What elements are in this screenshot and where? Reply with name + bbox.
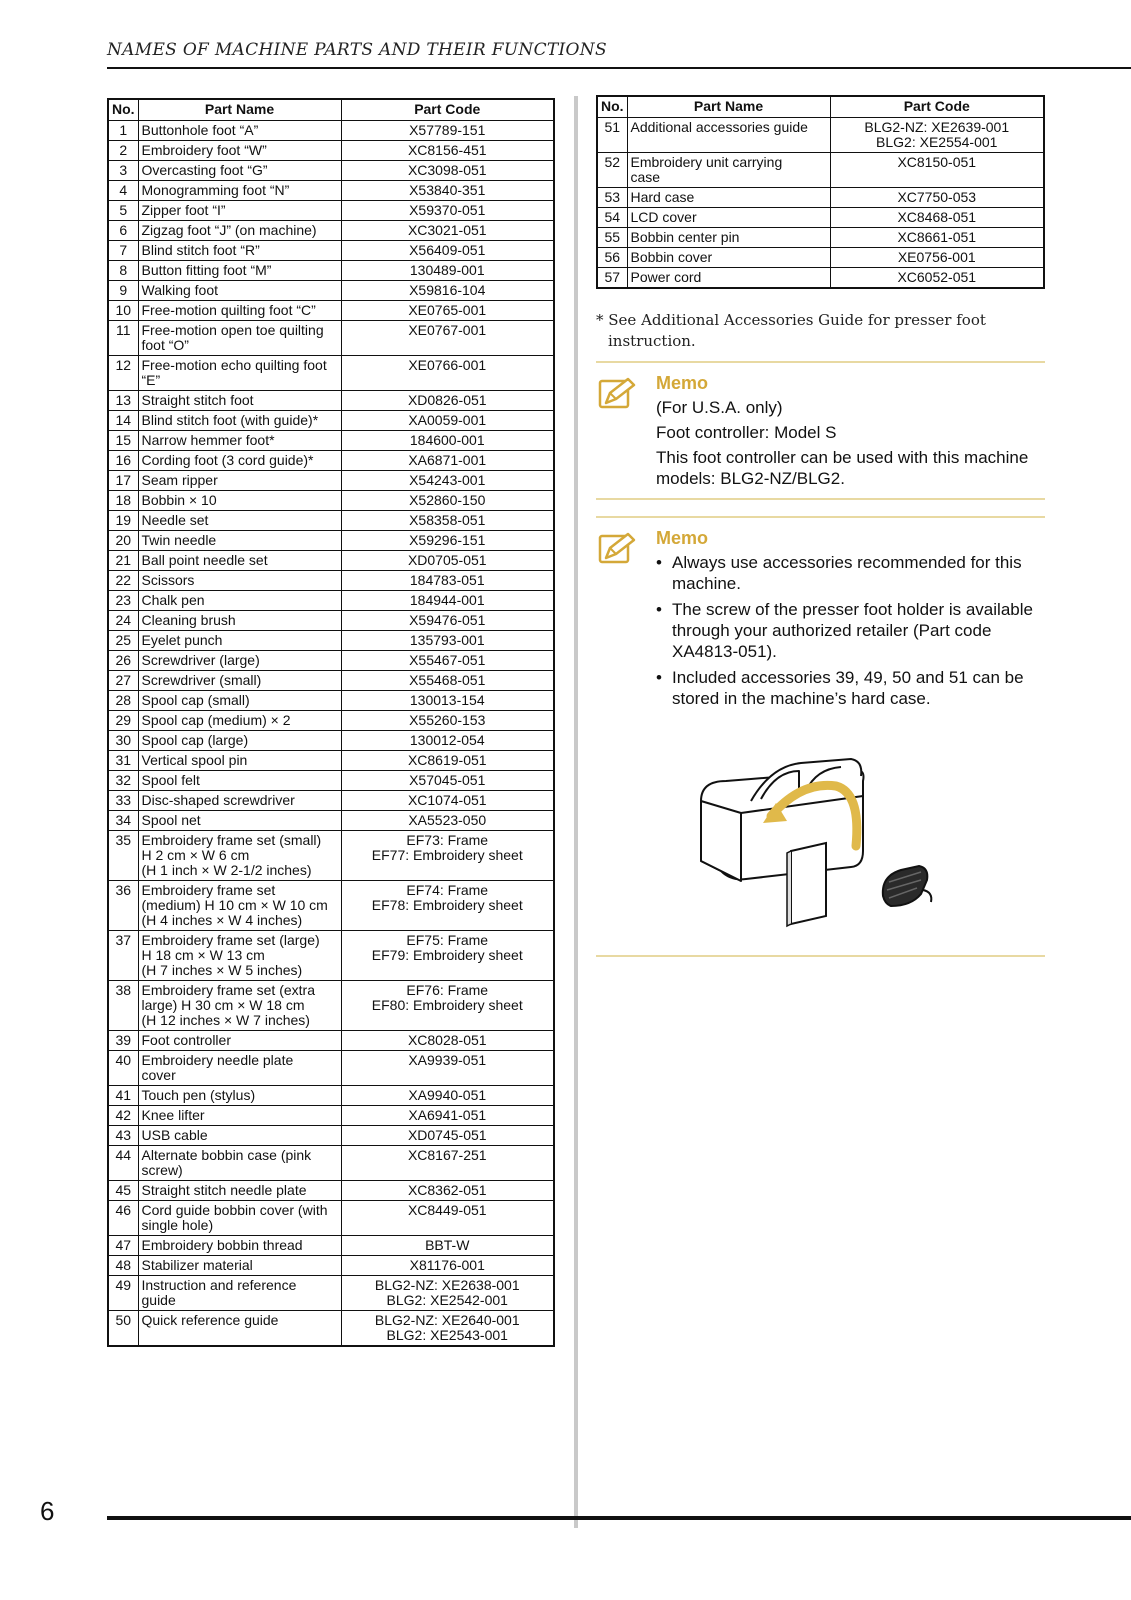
part-code-cell: XC7750-053: [830, 188, 1044, 208]
table-row: [108, 431, 554, 451]
part-name-cell: Embroidery frame set (small) H 2 cm × W 6 cm (H 1 inch × W 2-1/2 inches): [138, 831, 341, 881]
part-code-cell: XC8362-051: [341, 1181, 554, 1201]
part-number-cell: 20: [108, 531, 138, 551]
table-row: [108, 181, 554, 201]
part-number-cell: 49: [108, 1276, 138, 1311]
table-row: [108, 711, 554, 731]
part-name-cell: Embroidery bobbin thread: [138, 1236, 341, 1256]
part-number-cell: 11: [108, 321, 138, 356]
table-row: [108, 771, 554, 791]
part-code-cell: XC8619-051: [341, 751, 554, 771]
table-row: [108, 1126, 554, 1146]
part-number-cell: 7: [108, 241, 138, 261]
part-number-cell: 35: [108, 831, 138, 881]
part-code-cell: XC8156-451: [341, 141, 554, 161]
part-number-cell: 23: [108, 591, 138, 611]
part-code-cell: EF73: Frame EF77: Embroidery sheet: [341, 831, 554, 881]
header-rule: [107, 67, 1131, 69]
part-name-cell: Bobbin × 10: [138, 491, 341, 511]
table-row: [108, 301, 554, 321]
part-name-cell: USB cable: [138, 1126, 341, 1146]
part-code-cell: 130012-054: [341, 731, 554, 751]
part-code-cell: XD0826-051: [341, 391, 554, 411]
table-row: [597, 153, 1044, 188]
part-number-cell: 38: [108, 981, 138, 1031]
part-number-cell: 45: [108, 1181, 138, 1201]
part-name-cell: Monogramming foot “N”: [138, 181, 341, 201]
table-row: [108, 591, 554, 611]
table-row: [597, 208, 1044, 228]
part-name-cell: Instruction and reference guide: [138, 1276, 341, 1311]
part-code-cell: XC1074-051: [341, 791, 554, 811]
table-row: [108, 791, 554, 811]
table-row: [597, 188, 1044, 208]
table-row: [108, 1256, 554, 1276]
memo-pencil-icon: [598, 532, 638, 566]
part-number-cell: 10: [108, 301, 138, 321]
memo-box-1: [596, 361, 1045, 503]
part-name-cell: Seam ripper: [138, 471, 341, 491]
part-number-cell: 39: [108, 1031, 138, 1051]
part-code-cell: X59296-151: [341, 531, 554, 551]
part-name-cell: Embroidery needle plate cover: [138, 1051, 341, 1086]
table-row: [108, 671, 554, 691]
part-number-cell: 46: [108, 1201, 138, 1236]
memo-title: Memo: [656, 373, 709, 393]
memo-body: [656, 552, 1041, 714]
table-row: [108, 391, 554, 411]
memo-title: Memo: [656, 528, 709, 548]
part-code-cell: X59370-051: [341, 201, 554, 221]
table-row: [108, 451, 554, 471]
part-number-cell: 15: [108, 431, 138, 451]
part-code-cell: XD0705-051: [341, 551, 554, 571]
part-name-cell: Screwdriver (large): [138, 651, 341, 671]
part-name-cell: Straight stitch foot: [138, 391, 341, 411]
part-code-cell: X55260-153: [341, 711, 554, 731]
part-name-cell: Zipper foot “I”: [138, 201, 341, 221]
part-number-cell: 51: [597, 118, 627, 153]
part-code-cell: XC8661-051: [830, 228, 1044, 248]
part-name-cell: Bobbin center pin: [627, 228, 830, 248]
memo-bullet: • Included accessories 39, 49, 50 and 51 can be stored in the machine’s hard case.: [656, 667, 1041, 709]
part-number-cell: 12: [108, 356, 138, 391]
memo-body: [656, 397, 1041, 493]
table-row: [597, 228, 1044, 248]
part-name-cell: Overcasting foot “G”: [138, 161, 341, 181]
table-row: [108, 611, 554, 631]
table-row: [108, 981, 554, 1031]
part-code-cell: X56409-051: [341, 241, 554, 261]
part-code-cell: X52860-150: [341, 491, 554, 511]
part-name-cell: Foot controller: [138, 1031, 341, 1051]
part-number-cell: 34: [108, 811, 138, 831]
table-row: [108, 751, 554, 771]
table-row: [108, 1051, 554, 1086]
part-number-cell: 19: [108, 511, 138, 531]
part-name-cell: Knee lifter: [138, 1106, 341, 1126]
part-number-cell: 27: [108, 671, 138, 691]
footnote: * See Additional Accessories Guide for presser foot instruction.: [596, 311, 986, 350]
memo-bottom-rule: [596, 955, 1045, 957]
memo-top-rule: [596, 516, 1045, 518]
table-header-row: [597, 96, 1044, 118]
column-header-part-code: Part Code: [830, 96, 1044, 118]
part-number-cell: 28: [108, 691, 138, 711]
memo-line: This foot controller can be used with this machine models: BLG2-NZ/BLG2.: [656, 448, 1029, 488]
part-name-cell: Spool cap (large): [138, 731, 341, 751]
table-row: [108, 811, 554, 831]
part-code-cell: XE0767-001: [341, 321, 554, 356]
part-code-cell: EF75: Frame EF79: Embroidery sheet: [341, 931, 554, 981]
memo-bullet: • Always use accessories recommended for this machine.: [656, 552, 1041, 594]
part-name-cell: Eyelet punch: [138, 631, 341, 651]
part-name-cell: Hard case: [627, 188, 830, 208]
table-row: [597, 118, 1044, 153]
part-code-cell: XC6052-051: [830, 268, 1044, 289]
part-name-cell: Free-motion quilting foot “C”: [138, 301, 341, 321]
memo-box-2: [596, 516, 1045, 961]
part-number-cell: 22: [108, 571, 138, 591]
table-row: [108, 1201, 554, 1236]
part-code-cell: XA5523-050: [341, 811, 554, 831]
part-number-cell: 6: [108, 221, 138, 241]
column-header-part-name: Part Name: [138, 99, 341, 121]
part-name-cell: Embroidery frame set (large) H 18 cm × W 13 cm (H 7 inches × W 5 inches): [138, 931, 341, 981]
part-code-cell: XA9940-051: [341, 1086, 554, 1106]
memo-top-rule: [596, 361, 1045, 363]
part-number-cell: 30: [108, 731, 138, 751]
part-name-cell: Scissors: [138, 571, 341, 591]
part-name-cell: Bobbin cover: [627, 248, 830, 268]
column-header-part-name: Part Name: [627, 96, 830, 118]
part-number-cell: 52: [597, 153, 627, 188]
table-row: [108, 651, 554, 671]
part-number-cell: 33: [108, 791, 138, 811]
table-row: [108, 551, 554, 571]
part-code-cell: XE0765-001: [341, 301, 554, 321]
table-row: [108, 931, 554, 981]
part-code-cell: XE0756-001: [830, 248, 1044, 268]
table-row: [108, 281, 554, 301]
part-number-cell: 55: [597, 228, 627, 248]
part-name-cell: Buttonhole foot “A”: [138, 121, 341, 141]
part-code-cell: X81176-001: [341, 1256, 554, 1276]
part-name-cell: Embroidery frame set (medium) H 10 cm × W 10 cm (H 4 inches × W 4 inches): [138, 881, 341, 931]
part-name-cell: Embroidery unit carrying case: [627, 153, 830, 188]
part-code-cell: BBT-W: [341, 1236, 554, 1256]
part-code-cell: XC8150-051: [830, 153, 1044, 188]
part-number-cell: 54: [597, 208, 627, 228]
part-code-cell: X53840-351: [341, 181, 554, 201]
table-row: [108, 1086, 554, 1106]
part-name-cell: Touch pen (stylus): [138, 1086, 341, 1106]
part-name-cell: Blind stitch foot (with guide)*: [138, 411, 341, 431]
table-row: [108, 531, 554, 551]
column-header-no: No.: [597, 96, 627, 118]
part-code-cell: X55468-051: [341, 671, 554, 691]
part-code-cell: X57789-151: [341, 121, 554, 141]
table-row: [108, 511, 554, 531]
part-name-cell: Walking foot: [138, 281, 341, 301]
table-row: [108, 121, 554, 141]
table-row: [108, 731, 554, 751]
part-name-cell: Zigzag foot “J” (on machine): [138, 221, 341, 241]
part-name-cell: Spool net: [138, 811, 341, 831]
part-code-cell: XC8167-251: [341, 1146, 554, 1181]
memo-pencil-icon: [598, 377, 638, 411]
part-name-cell: Embroidery frame set (extra large) H 30 cm × W 18 cm (H 12 inches × W 7 inches): [138, 981, 341, 1031]
part-code-cell: XA0059-001: [341, 411, 554, 431]
part-number-cell: 40: [108, 1051, 138, 1086]
part-code-cell: XC8028-051: [341, 1031, 554, 1051]
part-code-cell: XC8468-051: [830, 208, 1044, 228]
table-row: [108, 831, 554, 881]
part-name-cell: Embroidery foot “W”: [138, 141, 341, 161]
table-row: [108, 321, 554, 356]
part-code-cell: 184944-001: [341, 591, 554, 611]
part-name-cell: Cording foot (3 cord guide)*: [138, 451, 341, 471]
part-number-cell: 13: [108, 391, 138, 411]
column-header-no: No.: [108, 99, 138, 121]
part-code-cell: BLG2-NZ: XE2639-001 BLG2: XE2554-001: [830, 118, 1044, 153]
part-number-cell: 17: [108, 471, 138, 491]
table-row: [108, 1181, 554, 1201]
memo-line: Foot controller: Model S: [656, 423, 837, 442]
part-code-cell: X59476-051: [341, 611, 554, 631]
table-row: [108, 356, 554, 391]
table-row: [597, 268, 1044, 289]
memo-line: (For U.S.A. only): [656, 398, 783, 417]
part-code-cell: BLG2-NZ: XE2638-001 BLG2: XE2542-001: [341, 1276, 554, 1311]
part-code-cell: XC3021-051: [341, 221, 554, 241]
table-row: [108, 241, 554, 261]
footer-rule: [107, 1516, 1131, 1520]
part-code-cell: XA9939-051: [341, 1051, 554, 1086]
table-row: [108, 1106, 554, 1126]
hard-case-illustration: [691, 741, 951, 941]
part-name-cell: Chalk pen: [138, 591, 341, 611]
part-number-cell: 43: [108, 1126, 138, 1146]
part-code-cell: BLG2-NZ: XE2640-001 BLG2: XE2543-001: [341, 1311, 554, 1347]
part-code-cell: 130489-001: [341, 261, 554, 281]
part-number-cell: 56: [597, 248, 627, 268]
table-row: [108, 571, 554, 591]
part-name-cell: Screwdriver (small): [138, 671, 341, 691]
part-name-cell: Disc-shaped screwdriver: [138, 791, 341, 811]
part-code-cell: XA6871-001: [341, 451, 554, 471]
part-code-cell: X57045-051: [341, 771, 554, 791]
column-divider: [574, 96, 578, 1528]
part-code-cell: X55467-051: [341, 651, 554, 671]
part-number-cell: 25: [108, 631, 138, 651]
part-name-cell: Narrow hemmer foot*: [138, 431, 341, 451]
part-code-cell: XC3098-051: [341, 161, 554, 181]
part-code-cell: XA6941-051: [341, 1106, 554, 1126]
part-name-cell: Cleaning brush: [138, 611, 341, 631]
part-number-cell: 48: [108, 1256, 138, 1276]
memo-bottom-rule: [596, 498, 1045, 500]
part-number-cell: 29: [108, 711, 138, 731]
table-row: [108, 141, 554, 161]
table-row: [108, 631, 554, 651]
column-header-part-code: Part Code: [341, 99, 554, 121]
memo-bullet-list: [656, 552, 1041, 709]
part-number-cell: 42: [108, 1106, 138, 1126]
part-number-cell: 26: [108, 651, 138, 671]
part-number-cell: 14: [108, 411, 138, 431]
part-code-cell: XD0745-051: [341, 1126, 554, 1146]
part-name-cell: Stabilizer material: [138, 1256, 341, 1276]
part-number-cell: 32: [108, 771, 138, 791]
part-name-cell: Spool felt: [138, 771, 341, 791]
table-row: [108, 1146, 554, 1181]
part-name-cell: Blind stitch foot “R”: [138, 241, 341, 261]
part-number-cell: 18: [108, 491, 138, 511]
part-number-cell: 4: [108, 181, 138, 201]
part-code-cell: XC8449-051: [341, 1201, 554, 1236]
part-number-cell: 53: [597, 188, 627, 208]
part-name-cell: Ball point needle set: [138, 551, 341, 571]
part-number-cell: 1: [108, 121, 138, 141]
table-row: [108, 201, 554, 221]
part-code-cell: X58358-051: [341, 511, 554, 531]
part-number-cell: 47: [108, 1236, 138, 1256]
part-number-cell: 2: [108, 141, 138, 161]
part-name-cell: Vertical spool pin: [138, 751, 341, 771]
part-number-cell: 50: [108, 1311, 138, 1347]
table-row: [108, 691, 554, 711]
part-code-cell: XE0766-001: [341, 356, 554, 391]
part-name-cell: Button fitting foot “M”: [138, 261, 341, 281]
part-number-cell: 31: [108, 751, 138, 771]
part-code-cell: X54243-001: [341, 471, 554, 491]
part-code-cell: EF74: Frame EF78: Embroidery sheet: [341, 881, 554, 931]
part-name-cell: Alternate bobbin case (pink screw): [138, 1146, 341, 1181]
table-row: [108, 1276, 554, 1311]
table-header-row: [108, 99, 554, 121]
parts-table-left: [107, 98, 555, 1347]
part-number-cell: 5: [108, 201, 138, 221]
table-row: [108, 881, 554, 931]
part-name-cell: Free-motion echo quilting foot “E”: [138, 356, 341, 391]
part-code-cell: 135793-001: [341, 631, 554, 651]
table-row: [108, 1236, 554, 1256]
part-name-cell: Cord guide bobbin cover (with single hole): [138, 1201, 341, 1236]
part-number-cell: 8: [108, 261, 138, 281]
table-row: [108, 261, 554, 281]
part-number-cell: 57: [597, 268, 627, 289]
table-row: [597, 248, 1044, 268]
table-row: [108, 161, 554, 181]
parts-table-right: [596, 95, 1045, 289]
part-number-cell: 36: [108, 881, 138, 931]
part-name-cell: Straight stitch needle plate: [138, 1181, 341, 1201]
part-number-cell: 9: [108, 281, 138, 301]
part-code-cell: 184783-051: [341, 571, 554, 591]
part-code-cell: X59816-104: [341, 281, 554, 301]
table-row: [108, 471, 554, 491]
table-row: [108, 491, 554, 511]
part-number-cell: 24: [108, 611, 138, 631]
part-code-cell: 184600-001: [341, 431, 554, 451]
table-row: [108, 1031, 554, 1051]
part-name-cell: Power cord: [627, 268, 830, 289]
part-name-cell: Additional accessories guide: [627, 118, 830, 153]
part-name-cell: Spool cap (medium) × 2: [138, 711, 341, 731]
page-header-title: NAMES OF MACHINE PARTS AND THEIR FUNCTIONS: [107, 40, 607, 60]
part-number-cell: 21: [108, 551, 138, 571]
table-row: [108, 1311, 554, 1347]
part-name-cell: Twin needle: [138, 531, 341, 551]
part-number-cell: 44: [108, 1146, 138, 1181]
part-name-cell: LCD cover: [627, 208, 830, 228]
table-row: [108, 221, 554, 241]
part-name-cell: Quick reference guide: [138, 1311, 341, 1347]
part-code-cell: EF76: Frame EF80: Embroidery sheet: [341, 981, 554, 1031]
part-number-cell: 41: [108, 1086, 138, 1106]
part-number-cell: 16: [108, 451, 138, 471]
part-name-cell: Free-motion open toe quilting foot “O”: [138, 321, 341, 356]
part-number-cell: 3: [108, 161, 138, 181]
part-name-cell: Spool cap (small): [138, 691, 341, 711]
table-row: [108, 411, 554, 431]
page-number: 6: [40, 1496, 55, 1526]
memo-bullet: • The screw of the presser foot holder is available through your authorized retailer (Part code XA4813-051).: [656, 599, 1041, 662]
part-code-cell: 130013-154: [341, 691, 554, 711]
part-name-cell: Needle set: [138, 511, 341, 531]
part-number-cell: 37: [108, 931, 138, 981]
